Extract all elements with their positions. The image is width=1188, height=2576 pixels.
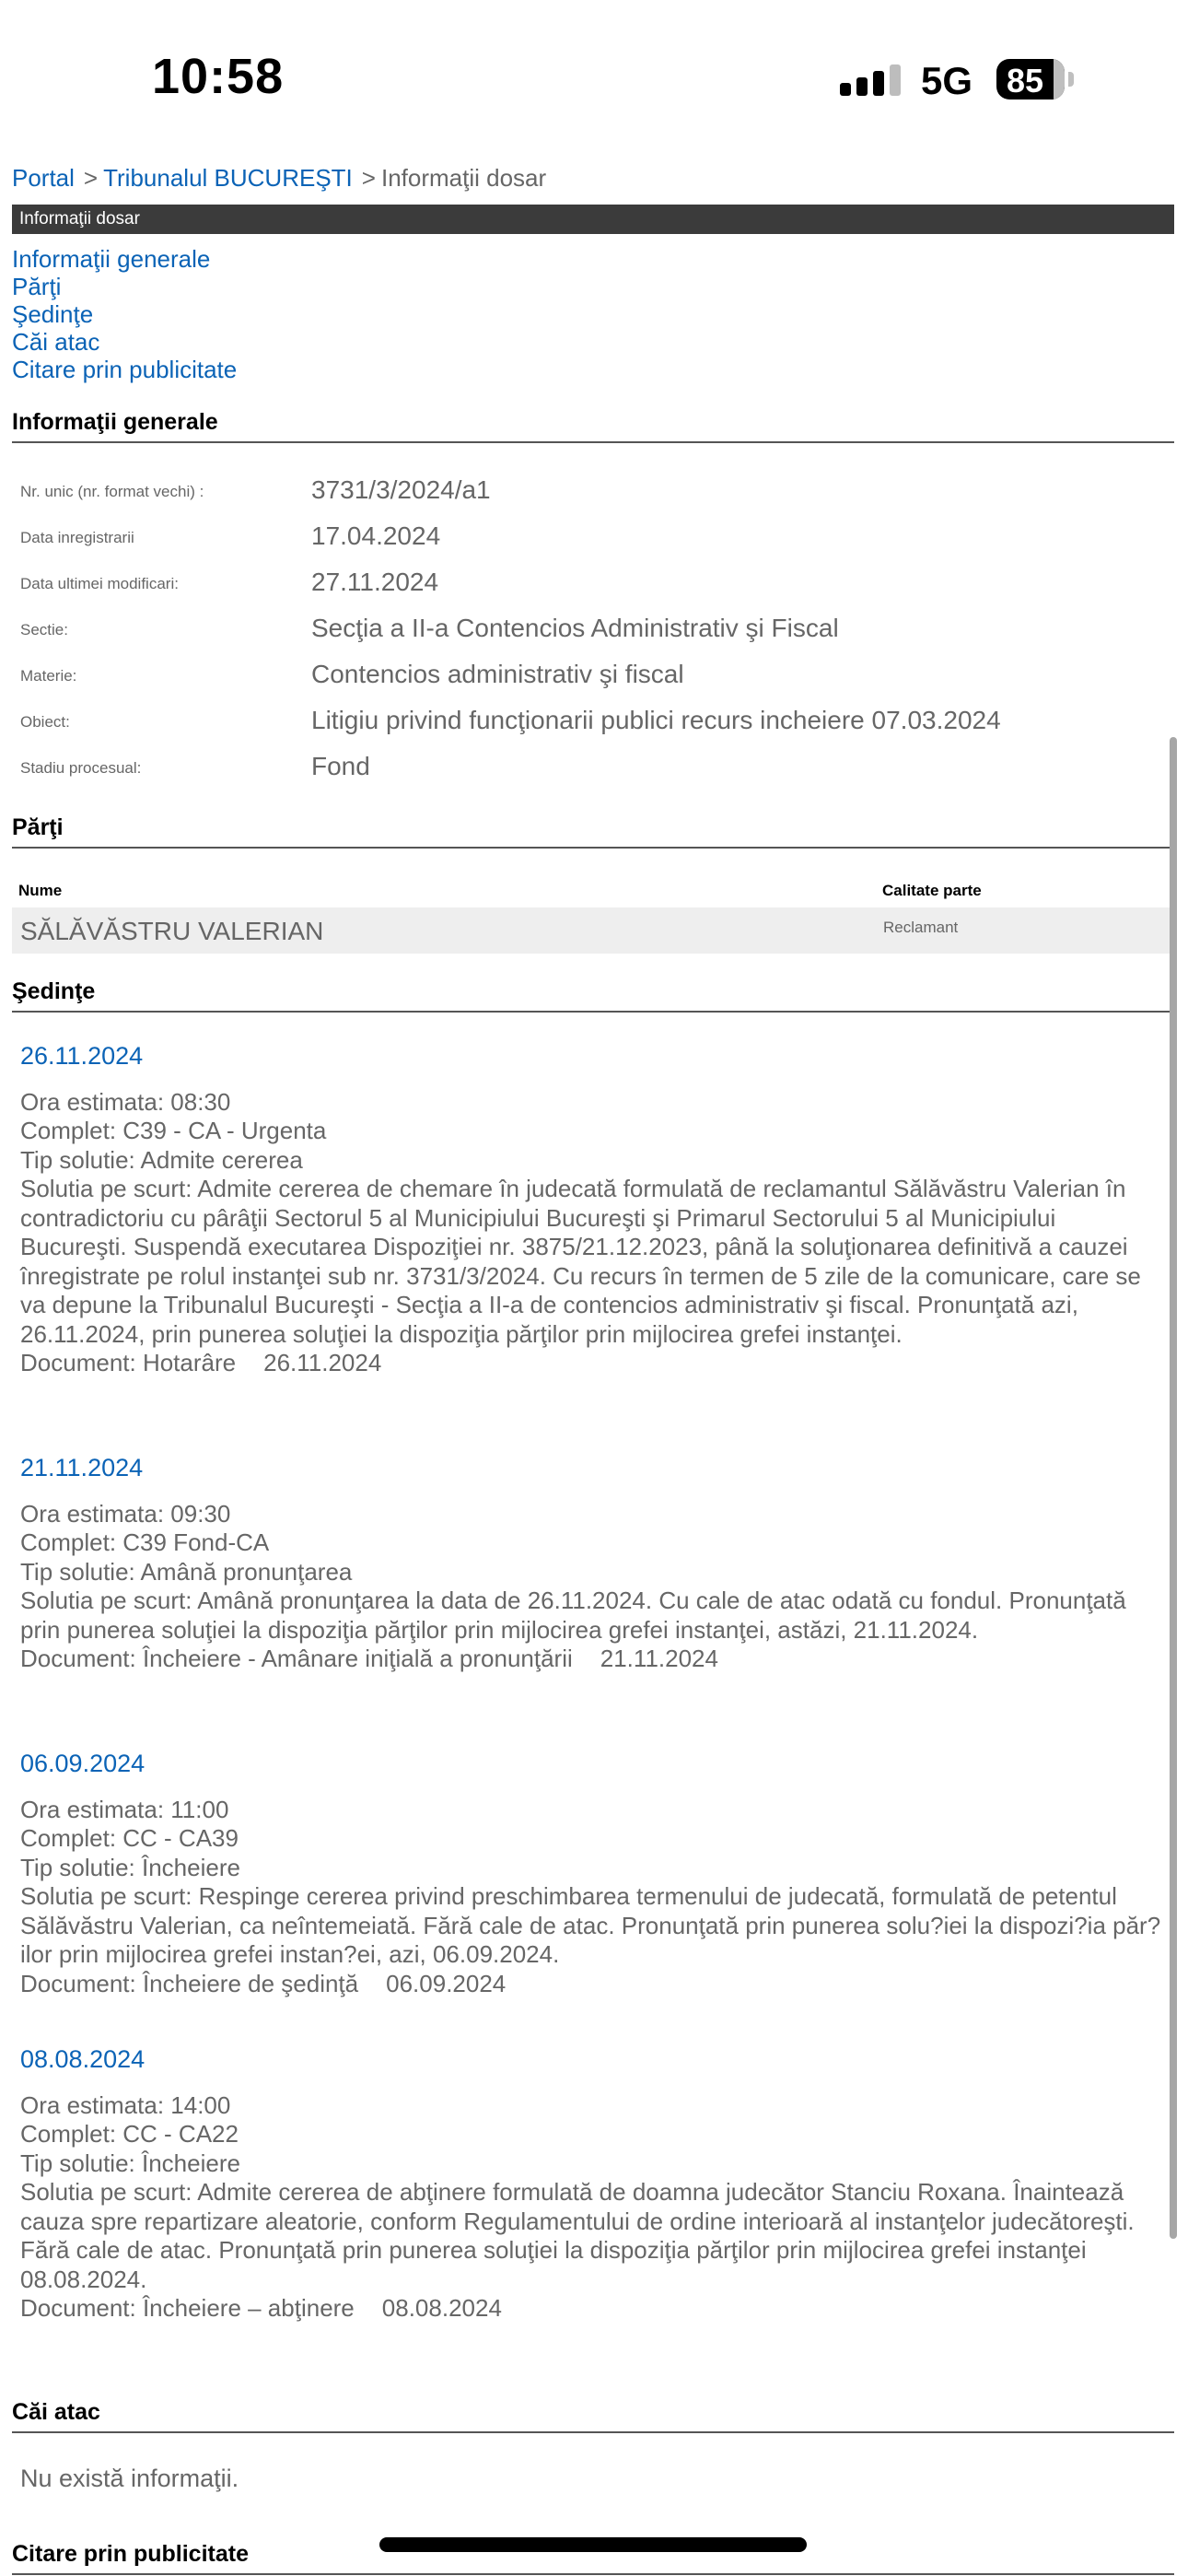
hearing-solution-type: Tip solutie: Încheiere [20,2149,240,2177]
hearing-date: 08.08.2024 [20,2045,146,2073]
info-label: Nr. unic (nr. format vechi) : [20,483,204,500]
section-title-general-info: Informaţii generale [12,409,1174,443]
info-value: Fond [311,752,370,780]
document-date: 21.11.2024 [600,1645,718,1672]
info-label: Obiect: [20,713,70,731]
hearing-panel: Complet: C39 - CA - Urgenta [20,1117,327,1144]
party-role: Reclamant [883,919,959,936]
battery-tip-icon [1068,72,1074,87]
hearing-date: 06.09.2024 [20,1750,146,1777]
info-label: Materie: [20,667,77,685]
appeals-empty-text: Nu există informaţii. [20,2465,239,2492]
hearing-solution-type: Tip solutie: Încheiere [20,1853,240,1881]
hearing-time: Ora estimata: 11:00 [20,1795,229,1823]
section-title-parties: Părţi [12,814,1174,849]
info-value: 17.04.2024 [311,521,441,550]
hearing-panel: Complet: C39 Fond-CA [20,1528,270,1556]
status-time: 10:58 [152,49,285,104]
party-name: SĂLĂVĂSTRU VALERIAN [20,917,324,945]
hearing-solution-summary: Solutia pe scurt: Amână pronunţarea la data de 26.11.2024. Cu cale de atac odată cu fondul. Pronunţată prin punerea soluţiei la dispoziţia părţilor prin mijlocirea grefei instanţei, astăzi, 21.11.2024. [20,1587,1126,1644]
hearing-time: Ora estimata: 14:00 [20,2090,231,2119]
hearing-document [20,1349,1167,1378]
breadcrumb-portal-link[interactable]: Portal [12,164,75,192]
hearing-date: 26.11.2024 [20,1042,144,1070]
battery-percent: 85 [1006,62,1044,100]
page-scrollbar[interactable] [1170,737,1177,2239]
hearing-time: Ora estimata: 08:30 [20,1087,231,1116]
document-type: Document: Încheiere – abţinere [20,2294,355,2322]
info-value: 3731/3/2024/a1 [311,475,491,504]
hearing-solution-summary: Solutia pe scurt: Admite cererea de abţinere formulată de doamna judecător Stanciu Roxana. Înaintează cauza spre repartizare aleatorie, conform Regulamentului de ordine interioară al instanţelor judecătoreşti. Fără cale de atac. Pronunţată prin punerea soluţiei la dispoziţia părţilor prin mijlocirea grefei instanţei 08.08.2024. [20,2178,1135,2293]
hearing-time: Ora estimata: 09:30 [20,1499,231,1528]
hearing-panel: Complet: CC - CA22 [20,2120,239,2148]
breadcrumb-current: Informaţii dosar [380,164,547,192]
hearing-solution-summary: Solutia pe scurt: Admite cererea de chemare în judecată formulată de reclamantul Sălăvăstru Valerian în contradictoriu cu pârâţii Sectorul 5 al Municipiului Bucureşti şi Primarul Sectorului 5 al Municipiului Bucureşti. Suspendă executarea Dispoziţiei nr. 3875/21.12.2023, până la soluţionarea definitivă a cauzei înregistrate pe rolul instanţei sub nr. 3731/3/2024. Cu recurs în termen de 5 zile de la comunicare, care se va depune la Tribunalul Bucureşti - Secţia a II-a de contencios administrativ şi fiscal. Pronunţată azi, 26.11.2024, prin punerea soluţiei la dispoziţia părţilor prin mijlocirea grefei instanţei. [20,1175,1141,1348]
document-type: Document: Încheiere de şedinţă [20,1969,359,1997]
hearing-document [20,1645,1167,1674]
column-header-role: Calitate parte [882,882,982,899]
nav-link-hearings[interactable]: Şedinţe [12,300,94,328]
document-date: 26.11.2024 [263,1349,382,1376]
section-nav [12,245,237,383]
section-title-hearings: Şedinţe [12,978,1174,1013]
info-label: Data ultimei modificari: [20,575,179,592]
info-value: Litigiu privind funcţionarii publici recurs incheiere 07.03.2024 [311,706,1001,734]
network-type: 5G [921,59,973,102]
hearing-solution-type: Tip solutie: Admite cererea [20,1145,303,1174]
home-indicator[interactable] [379,2537,807,2552]
document-type: Document: Hotarâre [20,1349,237,1376]
breadcrumb-court-link[interactable]: Tribunalul BUCUREŞTI [103,164,353,192]
breadcrumb [12,164,546,193]
section-title-appeals: Căi atac [12,2399,1174,2433]
table-row [12,907,1174,954]
hearing-panel: Complet: CC - CA39 [20,1824,239,1852]
hearing-item [20,1454,1167,1674]
nav-link-general-info[interactable]: Informaţii generale [12,245,211,273]
breadcrumb-separator: > [361,164,376,192]
hearing-document [20,2294,1167,2324]
section-title-citation: Citare prin publicitate [12,2541,1174,2575]
document-date: 06.09.2024 [386,1969,507,1997]
column-header-name: Nume [18,882,63,899]
battery-icon [996,59,1065,100]
nav-link-appeals[interactable]: Căi atac [12,328,100,356]
hearing-document [20,1970,1167,1999]
cellular-signal-icon [840,63,904,96]
breadcrumb-separator: > [83,164,99,192]
document-type: Document: Încheiere - Amânare iniţială a pronunţării [20,1645,573,1672]
document-date: 08.08.2024 [381,2294,502,2322]
hearing-solution-type: Tip solutie: Amână pronunţarea [20,1557,353,1586]
info-value: 27.11.2024 [311,568,439,596]
hearing-item [20,1750,1167,1998]
hearing-date: 21.11.2024 [20,1454,144,1481]
hearing-item [20,2045,1167,2324]
hearing-item [20,1042,1167,1378]
page-header-bar: Informaţii dosar [12,205,1174,234]
info-label: Sectie: [20,621,68,638]
info-value: Contencios administrativ şi fiscal [311,660,684,688]
info-label: Data inregistrarii [20,529,134,546]
nav-link-parties[interactable]: Părţi [12,273,62,300]
info-label: Stadiu procesual: [20,759,142,777]
hearing-solution-summary: Solutia pe scurt: Respinge cererea privind preschimbarea termenului de judecată, formulată de petentul Sălăvăstru Valerian, ca neîntemeiată. Fără cale de atac. Pronunţată prin punerea solu?iei la dispozi?ia păr?ilor prin mijlocirea grefei instan?ei, azi, 06.09.2024. [20,1882,1161,1968]
nav-link-citation[interactable]: Citare prin publicitate [12,356,238,383]
info-value: Secţia a II-a Contencios Administrativ şi Fiscal [311,614,839,642]
